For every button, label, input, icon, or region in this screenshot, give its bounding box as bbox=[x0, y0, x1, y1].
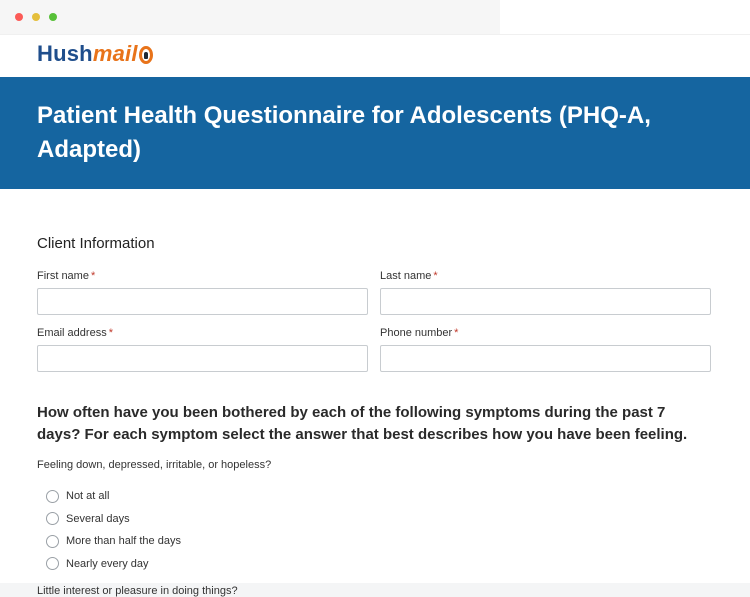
last-name-label-text: Last name bbox=[380, 270, 432, 282]
radio-button[interactable] bbox=[46, 512, 59, 525]
option-label: Several days bbox=[66, 512, 130, 525]
email-field bbox=[37, 327, 368, 372]
logo-text-mail: mail bbox=[92, 41, 138, 66]
radio-button[interactable] bbox=[46, 490, 59, 503]
logo-text-hush: Hush bbox=[37, 41, 93, 66]
email-input[interactable] bbox=[37, 345, 368, 372]
client-info-fields bbox=[37, 270, 711, 384]
question-label: Little interest or pleasure in doing things? bbox=[37, 585, 238, 597]
close-window-button[interactable] bbox=[15, 13, 23, 21]
option-label: More than half the days bbox=[66, 535, 181, 548]
phone-input[interactable] bbox=[380, 345, 711, 372]
option-nearly-every-day[interactable] bbox=[46, 553, 711, 576]
first-name-label bbox=[37, 270, 368, 282]
required-marker: * bbox=[108, 327, 113, 339]
hushmail-logo[interactable] bbox=[37, 41, 153, 67]
brand-bar bbox=[0, 35, 750, 77]
form-content bbox=[37, 235, 711, 597]
radio-button[interactable] bbox=[46, 557, 59, 570]
last-name-field bbox=[380, 270, 711, 315]
option-label: Not at all bbox=[66, 490, 110, 503]
questionnaire-instructions: How often have you been bothered by each of the following symptoms during the past 7 days? For each symptom select the answer that best describes how you have been feeling. bbox=[37, 404, 688, 443]
option-several-days[interactable] bbox=[46, 508, 711, 531]
option-not-at-all[interactable] bbox=[46, 485, 711, 508]
required-marker: * bbox=[454, 327, 459, 339]
question-label: Feeling down, depressed, irritable, or hopeless? bbox=[37, 459, 272, 471]
form-header bbox=[0, 77, 750, 189]
phone-label bbox=[380, 327, 711, 339]
section-title-client-information: Client Information bbox=[37, 235, 155, 252]
last-name-label bbox=[380, 270, 711, 282]
keyhole-icon bbox=[139, 46, 153, 64]
phone-field bbox=[380, 327, 711, 372]
last-name-input[interactable] bbox=[380, 288, 711, 315]
radio-button[interactable] bbox=[46, 535, 59, 548]
first-name-input[interactable] bbox=[37, 288, 368, 315]
option-label: Nearly every day bbox=[66, 557, 149, 570]
window-titlebar bbox=[0, 0, 750, 35]
first-name-label-text: First name bbox=[37, 270, 89, 282]
minimize-window-button[interactable] bbox=[32, 13, 40, 21]
email-label bbox=[37, 327, 368, 339]
page-title: Patient Health Questionnaire for Adolescents (PHQ-A, Adapted) bbox=[37, 102, 651, 163]
required-marker: * bbox=[90, 270, 96, 282]
maximize-window-button[interactable] bbox=[49, 13, 57, 21]
phone-label-text: Phone number bbox=[380, 327, 453, 339]
answer-options bbox=[37, 485, 711, 575]
option-more-than-half-the-days[interactable] bbox=[46, 530, 711, 553]
first-name-field bbox=[37, 270, 368, 315]
required-marker: * bbox=[433, 270, 438, 282]
email-label-text: Email address bbox=[37, 327, 107, 339]
